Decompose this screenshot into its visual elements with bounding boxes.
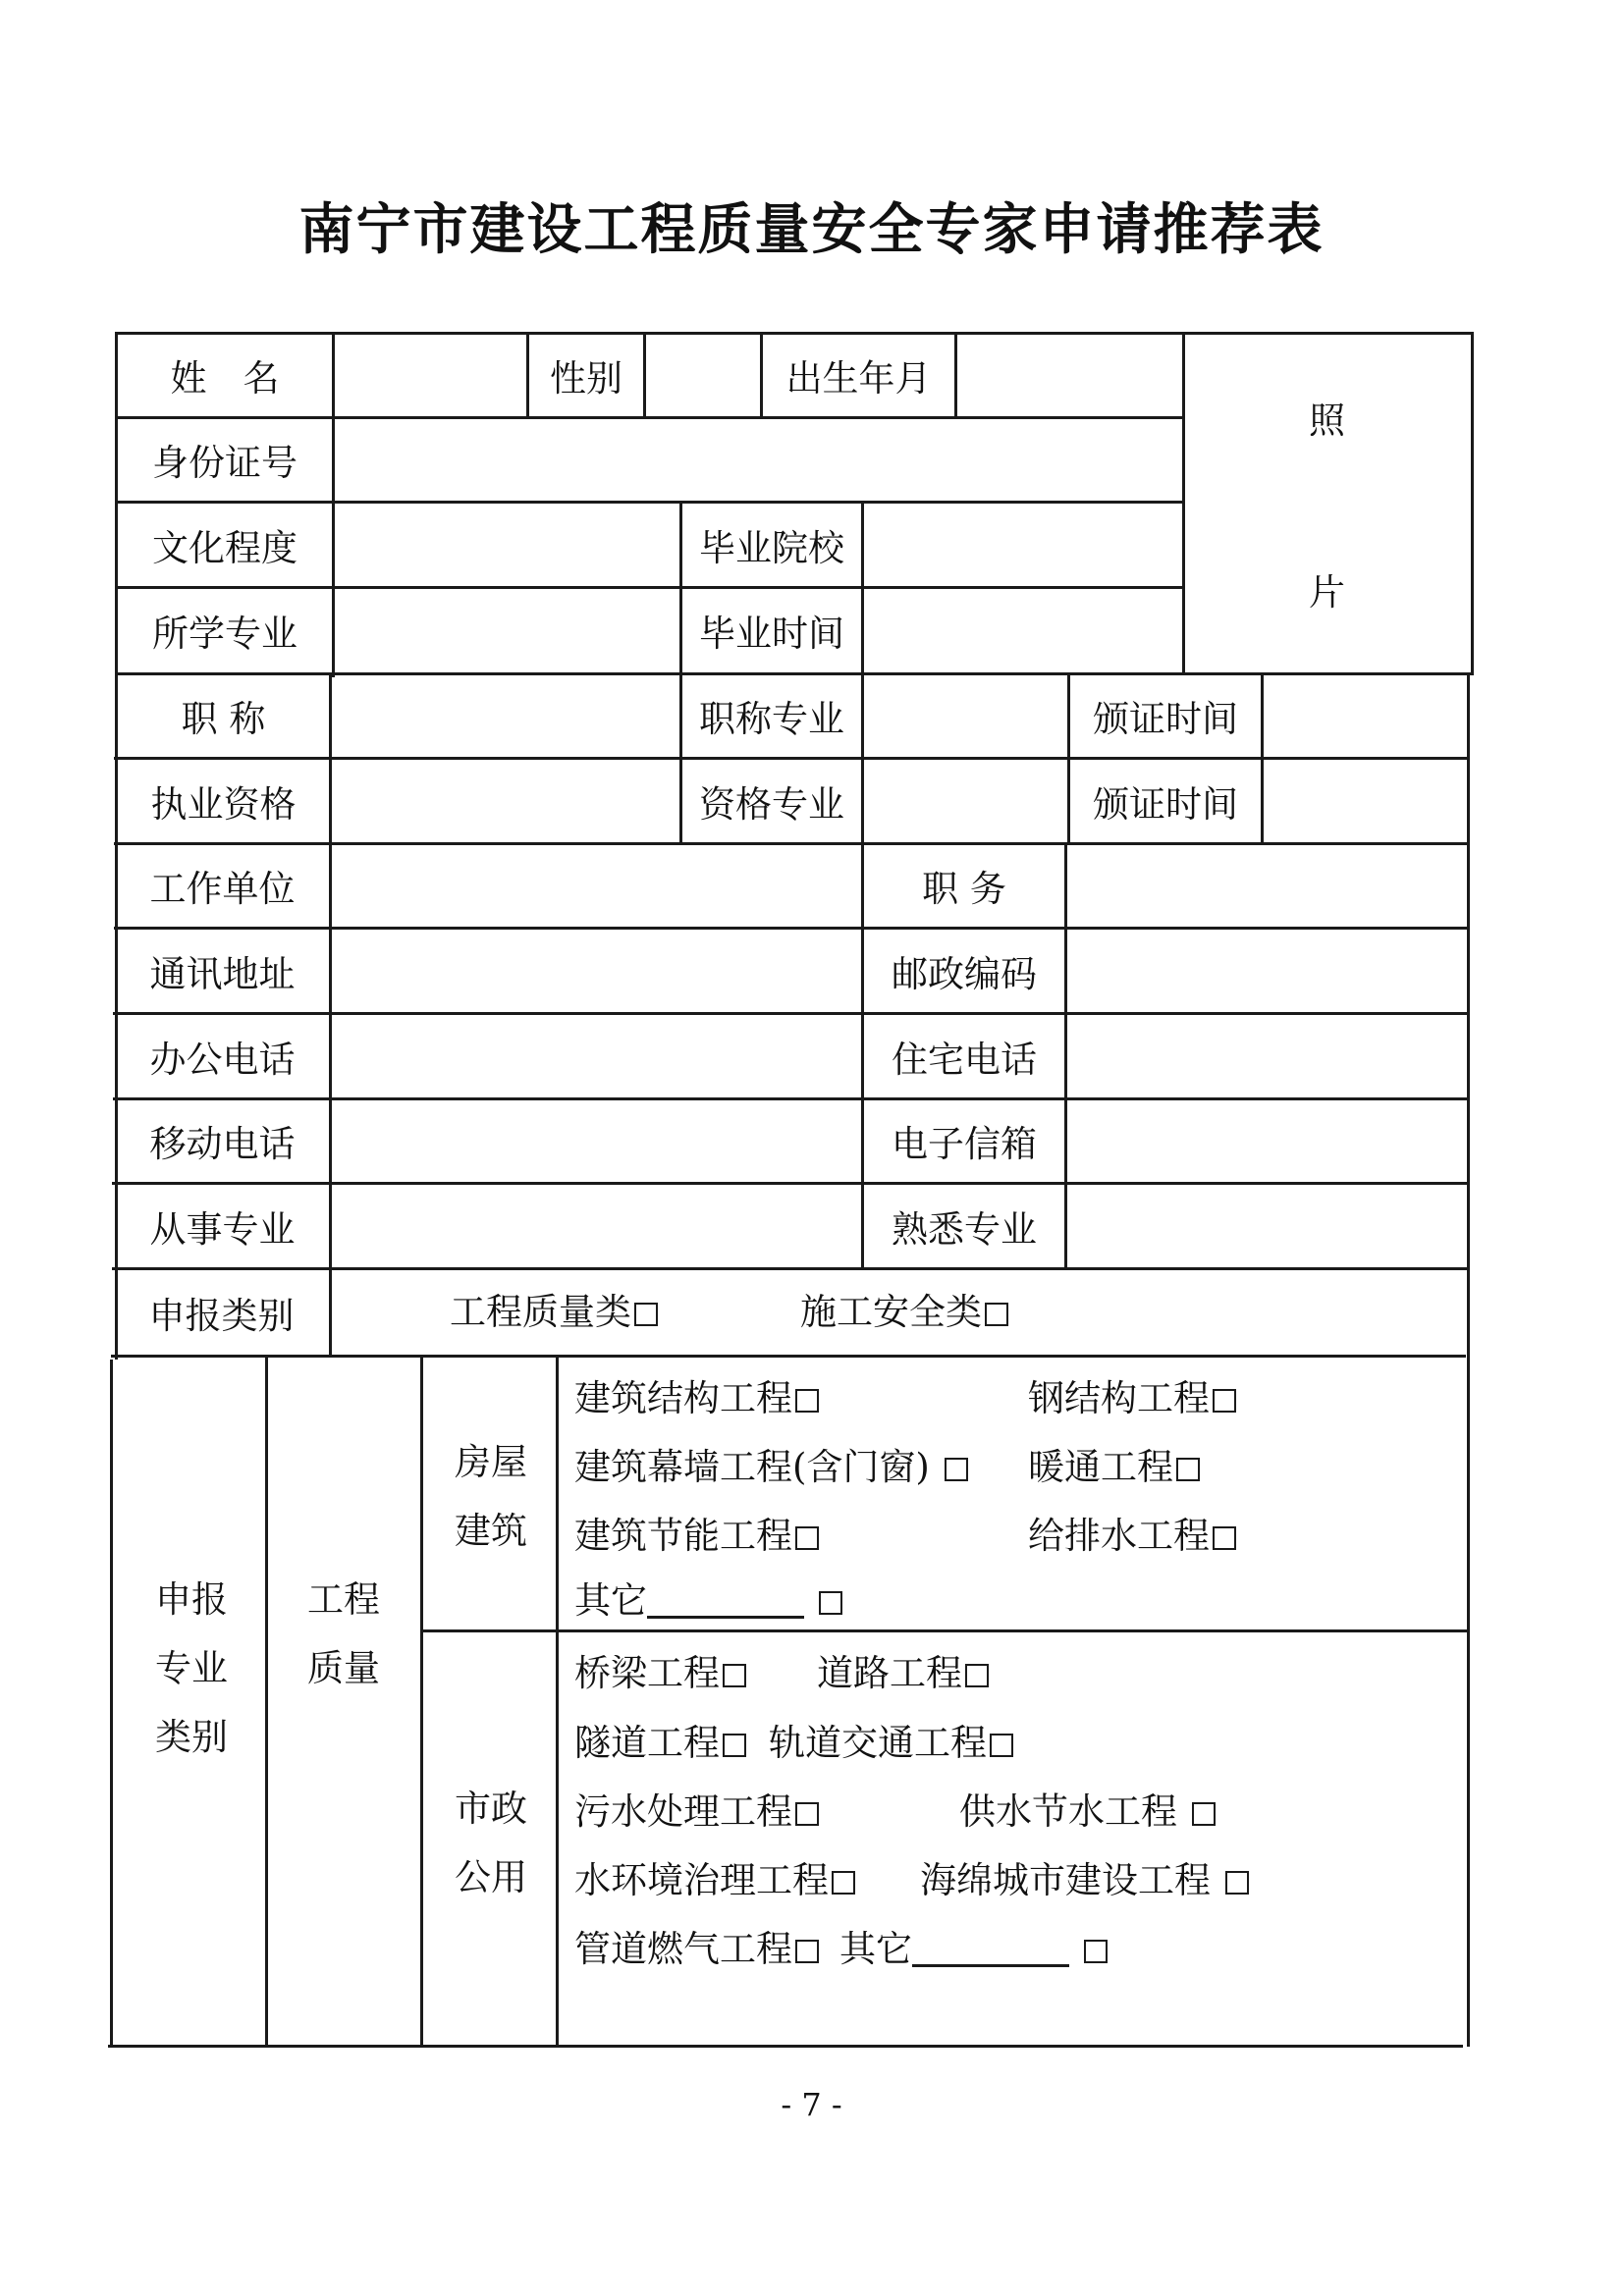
home-phone-label: 住宅电话 (892, 1038, 1037, 1081)
familiar-major-label: 熟悉专业 (892, 1207, 1037, 1251)
checkbox[interactable] (1176, 1458, 1200, 1481)
engaged-major-field[interactable] (334, 1185, 859, 1266)
housing-label: 房屋 建筑 (455, 1441, 527, 1552)
postcode-label: 邮政编码 (892, 952, 1037, 995)
option-water-environment[interactable]: 水环境治理工程 (574, 1862, 855, 1898)
school-label: 毕业院校 (699, 526, 844, 569)
qual-issue-label: 颁证时间 (1093, 782, 1238, 826)
option-housing-other[interactable]: 其它 (574, 1582, 842, 1619)
other-blank[interactable] (912, 1935, 1069, 1967)
title-field[interactable] (334, 675, 677, 756)
photo-label-2: 片 (1309, 571, 1345, 614)
mobile-label: 移动电话 (149, 1123, 296, 1165)
checkbox[interactable] (723, 1734, 746, 1757)
birth-label: 出生年月 (785, 357, 932, 400)
checkbox[interactable] (795, 1389, 819, 1413)
employer-label: 工作单位 (149, 868, 296, 910)
email-field[interactable] (1067, 1100, 1465, 1181)
qualification-label: 执业资格 (150, 782, 297, 826)
option-hvac[interactable]: 暖通工程 (1028, 1449, 1200, 1485)
checkbox[interactable] (985, 1303, 1008, 1326)
checkbox[interactable] (945, 1458, 968, 1481)
option-road[interactable]: 道路工程 (817, 1655, 989, 1691)
page-title: 南宁市建设工程质量安全专家申请推荐表 (298, 198, 1325, 262)
familiar-major-field[interactable] (1067, 1185, 1465, 1266)
qual-issue-field[interactable] (1264, 760, 1465, 841)
email-label: 电子信箱 (892, 1123, 1037, 1165)
office-phone-label: 办公电话 (149, 1038, 296, 1081)
address-field[interactable] (334, 930, 859, 1011)
education-label: 文化程度 (152, 526, 298, 569)
option-steel-structure[interactable]: 钢结构工程 (1028, 1380, 1236, 1416)
qual-major-label: 资格专业 (699, 782, 844, 826)
gender-field[interactable] (646, 335, 758, 415)
home-phone-field[interactable] (1067, 1015, 1465, 1096)
checkbox[interactable] (795, 1526, 819, 1550)
option-tunnel[interactable]: 隧道工程 (574, 1725, 746, 1761)
position-label: 职 务 (922, 868, 1006, 910)
option-municipal-other[interactable]: 其它 (839, 1931, 1108, 1967)
qualification-field[interactable] (334, 760, 677, 841)
address-label: 通讯地址 (149, 952, 296, 995)
employer-field[interactable] (334, 845, 859, 926)
grad-time-label: 毕业时间 (699, 613, 844, 655)
category-option-quality[interactable]: 工程质量类 (450, 1294, 658, 1330)
birth-field[interactable] (957, 335, 1181, 415)
postcode-field[interactable] (1067, 930, 1465, 1011)
title-major-label: 职称专业 (699, 698, 844, 740)
education-field[interactable] (335, 504, 678, 585)
option-sponge-city[interactable]: 海绵城市建设工程 (920, 1862, 1249, 1898)
checkbox[interactable] (1225, 1871, 1249, 1895)
major-label: 所学专业 (152, 613, 298, 655)
option-building-structure[interactable]: 建筑结构工程 (574, 1380, 819, 1416)
option-water-supply[interactable]: 供水节水工程 (959, 1793, 1216, 1830)
checkbox[interactable] (1213, 1389, 1236, 1413)
category-label: 申报类别 (148, 1294, 295, 1337)
mobile-field[interactable] (334, 1100, 859, 1181)
id-label: 身份证号 (152, 442, 298, 484)
name-label: 姓 名 (170, 357, 280, 400)
checkbox[interactable] (1084, 1940, 1108, 1963)
engineering-quality-label: 工程 质量 (307, 1578, 380, 1689)
title-issue-field[interactable] (1264, 675, 1465, 756)
checkbox[interactable] (819, 1591, 842, 1615)
qual-major-field[interactable] (864, 760, 1065, 841)
id-field[interactable] (335, 419, 1181, 500)
office-phone-field[interactable] (334, 1015, 859, 1096)
engaged-major-label: 从事专业 (149, 1207, 296, 1251)
option-energy-saving[interactable]: 建筑节能工程 (574, 1518, 819, 1554)
school-field[interactable] (864, 504, 1181, 585)
title-major-field[interactable] (864, 675, 1065, 756)
gender-label: 性别 (550, 357, 622, 400)
checkbox[interactable] (832, 1871, 855, 1895)
checkbox[interactable] (795, 1940, 819, 1963)
option-rail-transit[interactable]: 轨道交通工程 (769, 1725, 1013, 1761)
page-number: - 7 - (781, 2086, 842, 2123)
major-field[interactable] (335, 589, 678, 671)
checkbox[interactable] (1192, 1802, 1216, 1826)
option-sewage[interactable]: 污水处理工程 (574, 1793, 819, 1830)
checkbox[interactable] (965, 1664, 989, 1687)
specialty-category-label: 申报 专业 类别 (155, 1578, 228, 1758)
name-field[interactable] (335, 335, 524, 415)
position-field[interactable] (1067, 845, 1465, 926)
category-option-safety[interactable]: 施工安全类 (800, 1294, 1008, 1330)
option-gas-pipeline[interactable]: 管道燃气工程 (574, 1931, 819, 1967)
checkbox[interactable] (1213, 1526, 1236, 1550)
option-water-drainage[interactable]: 给排水工程 (1028, 1518, 1236, 1554)
checkbox[interactable] (990, 1734, 1013, 1757)
photo-area[interactable] (1185, 335, 1470, 672)
title-label: 职 称 (181, 698, 266, 740)
title-issue-label: 颁证时间 (1093, 698, 1238, 740)
grad-time-field[interactable] (864, 589, 1181, 671)
checkbox[interactable] (634, 1303, 658, 1326)
option-curtain-wall[interactable]: 建筑幕墙工程(含门窗) (574, 1449, 968, 1485)
other-blank[interactable] (647, 1586, 804, 1619)
photo-label-1: 照 (1309, 400, 1345, 442)
option-bridge[interactable]: 桥梁工程 (574, 1655, 746, 1691)
municipal-label: 市政 公用 (455, 1788, 527, 1898)
checkbox[interactable] (795, 1802, 819, 1826)
checkbox[interactable] (723, 1664, 746, 1687)
